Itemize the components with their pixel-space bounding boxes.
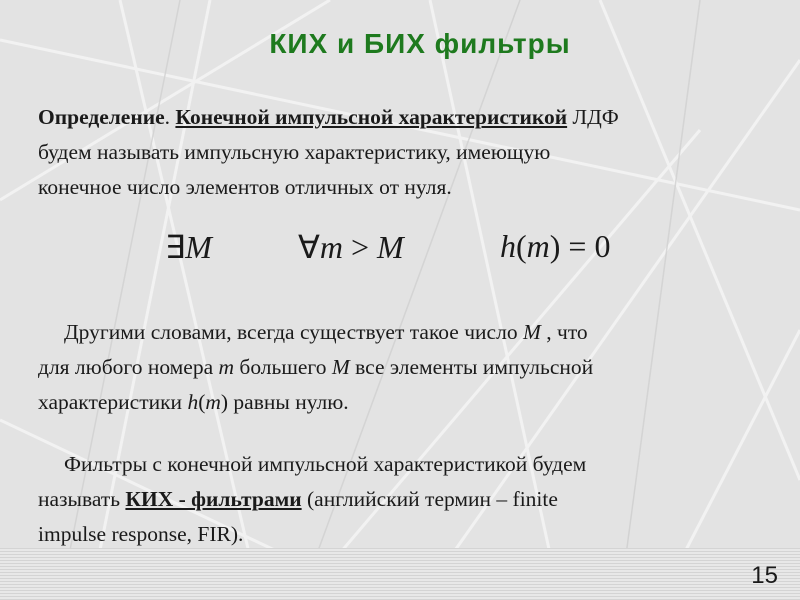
explanation-text: Другими словами, всегда существует такое число: [64, 320, 523, 344]
definition-label: Определение: [38, 105, 165, 129]
definition-term: Конечной импульсной характеристикой: [175, 105, 568, 129]
var-M: M: [522, 320, 541, 344]
explanation-text: все элементы импульсной: [349, 355, 594, 379]
formula-exists: [165, 228, 212, 266]
explanation-text: для любого номера: [38, 355, 219, 379]
definition-dot: .: [164, 105, 176, 129]
fir-text: Фильтры с конечной импульсной характеристикой будем: [64, 452, 587, 476]
fir-term: КИХ - фильтрами: [125, 487, 302, 511]
explanation-text: большего: [234, 355, 332, 379]
var-m: m: [205, 390, 221, 414]
explanation-text: , что: [540, 320, 588, 344]
h-func: h: [500, 228, 516, 264]
fir-text: называть: [38, 487, 126, 511]
fir-text: (английский термин – finite: [301, 487, 558, 511]
explanation-text: характеристики: [38, 390, 188, 414]
gt-var: M: [377, 229, 404, 265]
explanation-text: (: [198, 390, 206, 414]
explanation-text: ) равны нулю.: [220, 390, 349, 414]
h-eq: = 0: [560, 228, 611, 264]
definition-text-line2: будем называть импульсную характеристику, имеющую: [38, 140, 551, 164]
var-h: h: [187, 390, 199, 414]
bottom-band: [0, 548, 800, 600]
h-open: (: [516, 228, 527, 264]
forall-var: m: [319, 229, 343, 265]
h-arg: m: [526, 228, 550, 264]
h-close: ): [549, 228, 561, 264]
definition-text-line1: ЛДФ: [567, 105, 619, 129]
var-m: m: [218, 355, 235, 379]
fir-paragraph: [38, 447, 758, 552]
formula-forall: [298, 228, 404, 266]
explanation-paragraph: [38, 315, 758, 420]
slide-title: КИХ и БИХ фильтры: [269, 28, 571, 59]
gt-symbol: >: [343, 229, 378, 265]
var-M: M: [331, 355, 350, 379]
definition-text-line3: конечное число элементов отличных от нуля.: [38, 175, 452, 199]
formula-h: [500, 228, 610, 265]
exists-symbol: ∃: [165, 229, 186, 265]
exists-var: M: [185, 229, 212, 265]
page-number: 15: [751, 562, 778, 589]
fir-text: impulse response, FIR).: [38, 522, 244, 546]
definition-paragraph: [38, 100, 758, 205]
forall-symbol: ∀: [298, 229, 320, 265]
